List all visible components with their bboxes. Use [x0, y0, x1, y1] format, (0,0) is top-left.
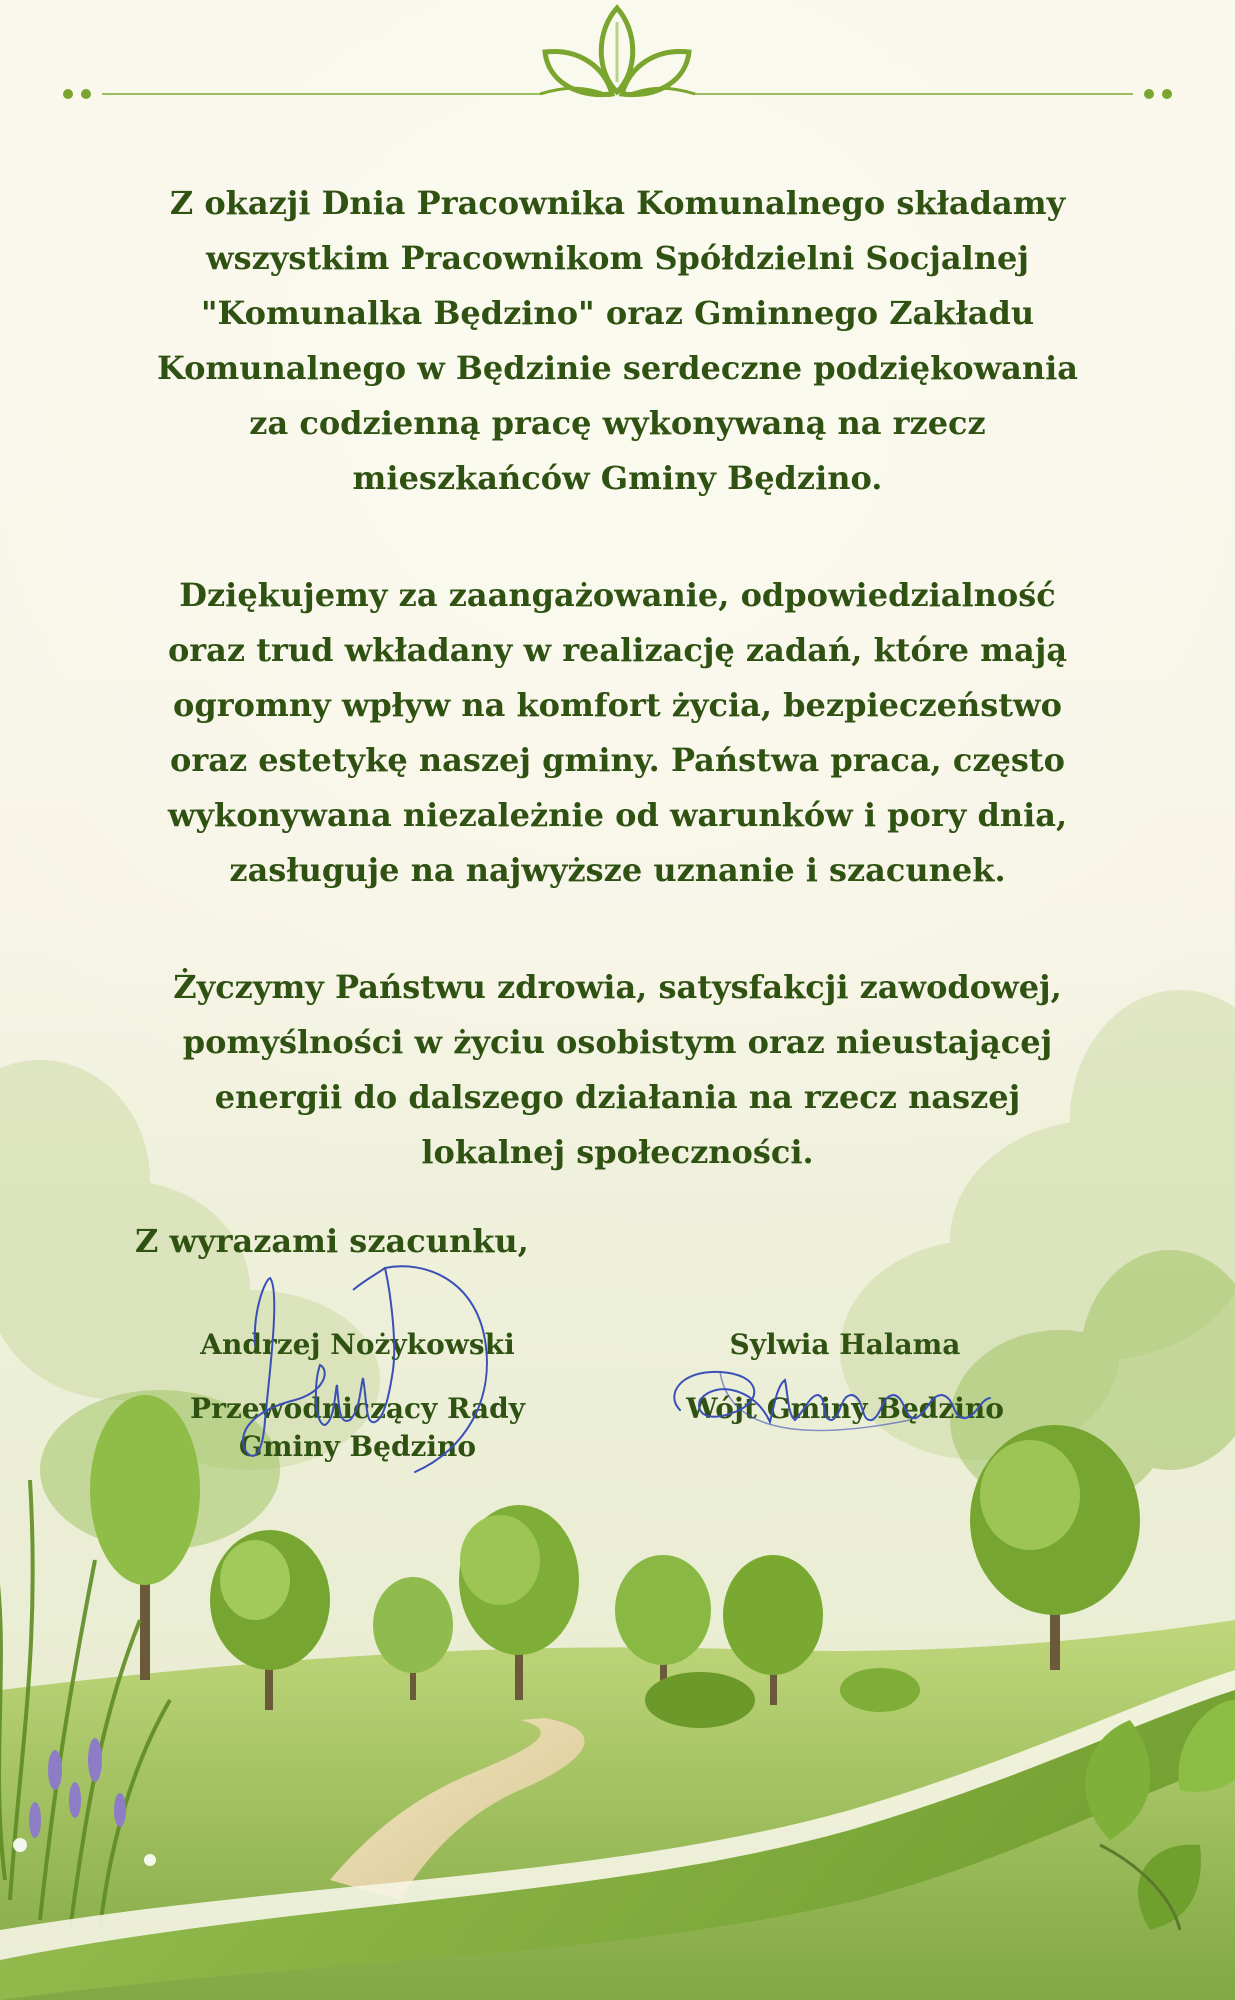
- signatory-name: Sylwia Halama: [729, 1328, 961, 1361]
- greeting-paragraph: Z okazji Dnia Pracownika Komunalnego składamy wszystkim Pracownikom Spółdzielni Socjalnej "Komunalka Będzino" oraz Gminnego Zakładu Komunalnego w Będzinie serdeczne podziękowania za codzienną pracę wykonywaną na rzecz mieszkańców Gminy Będzino.: [156, 184, 1079, 497]
- signatory-role: Wójt Gminy Będzino: [686, 1392, 1004, 1425]
- leaf-ornament-icon: [0, 0, 1235, 130]
- signatory-role: Przewodniczący Rady Gminy Będzino: [190, 1392, 525, 1463]
- wishes-paragraph: Życzymy Państwu zdrowia, satysfakcji zawodowej, pomyślności w życiu osobistym oraz nieustającej energii do dalszego działania na rzecz naszej lokalnej społeczności.: [173, 968, 1062, 1171]
- signatory-chairman: [150, 1326, 565, 1466]
- thanks-paragraph: Dziękujemy za zaangażowanie, odpowiedzialność oraz trud wkładany w realizację zadań, które mają ogromny wpływ na komfort życia, bezpieczeństwo oraz estetykę naszej gminy. Państwa praca, często wykonywana niezależnie od warunków i pory dnia, zasługuje na najwyższe uznanie i szacunek.: [167, 576, 1068, 889]
- closing-line: Z wyrazami szacunku,: [135, 1222, 529, 1260]
- signatory-mayor: [630, 1326, 1060, 1428]
- signatory-name: Andrzej Nożykowski: [200, 1328, 515, 1361]
